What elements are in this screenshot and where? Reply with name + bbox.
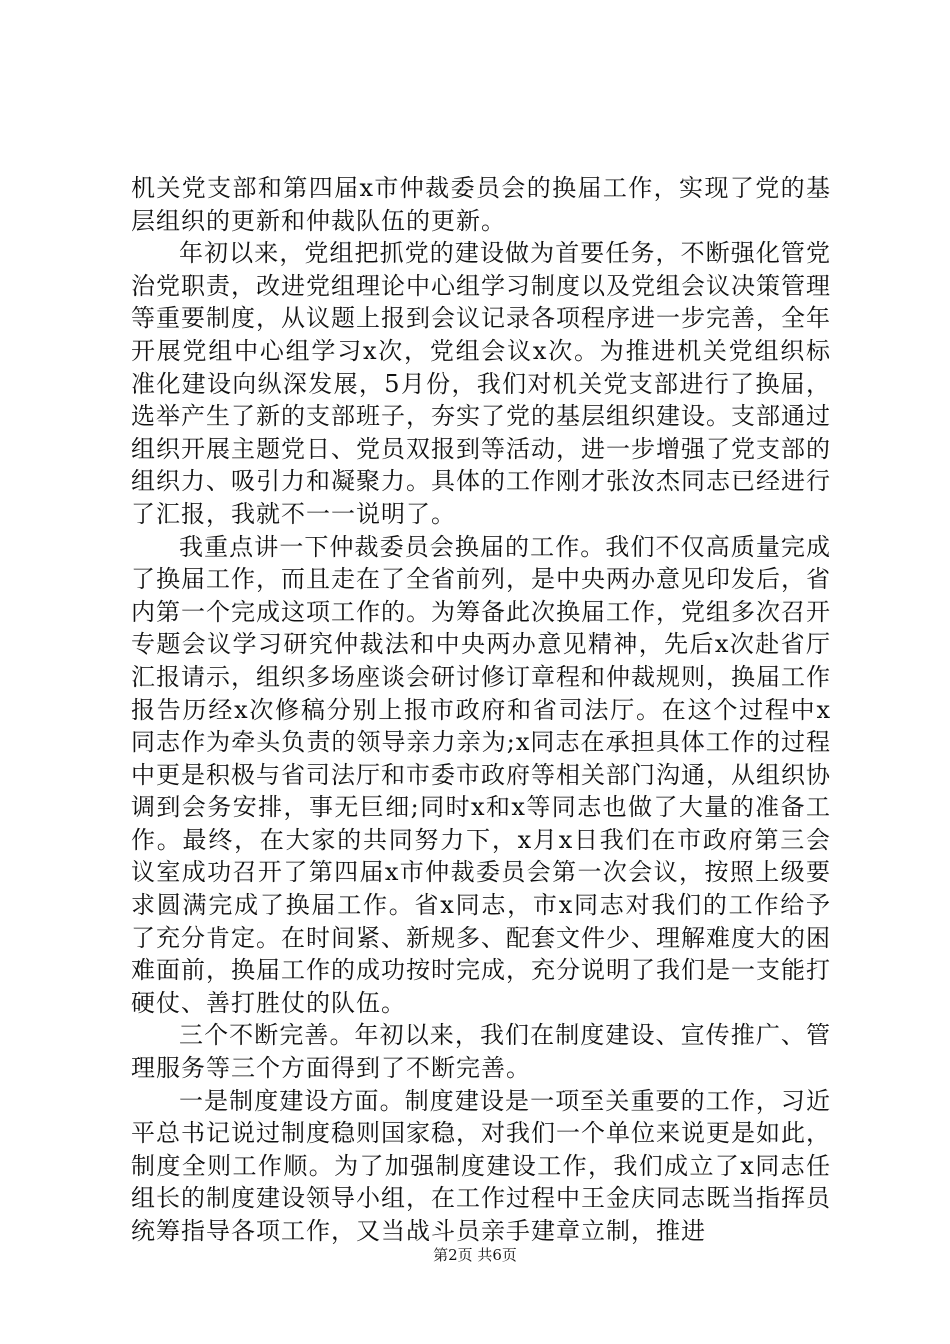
paragraph-5: 一是制度建设方面。制度建设是一项至关重要的工作，习近平总书记说过制度稳则国家稳，对我们一个单位来说更是如此，制度全则工作顺。为了加强制度建设工作，我们成立了x同志任组长的制度建设领导小组，在工作过程中王金庆同志既当指挥员统筹指导各项工作，又当战斗员亲手建章立制，推进: [131, 1086, 831, 1245]
document-body: [131, 172, 831, 1248]
paragraph-4: 三个不断完善。年初以来，我们在制度建设、宣传推广、管理服务等三个方面得到了不断完善。: [131, 1021, 831, 1083]
paragraph-1: 机关党支部和第四届x市仲裁委员会的换届工作，实现了党的基层组织的更新和仲裁队伍的更新。: [131, 174, 831, 235]
paragraph-3: 我重点讲一下仲裁委员会换届的工作。我们不仅高质量完成了换届工作，而且走在了全省前列，是中央两办意见印发后，省内第一个完成这项工作的。为筹备此次换届工作，党组多次召开专题会议学习研究仲裁法和中央两办意见精神，先后x次赴省厅汇报请示，组织多场座谈会研讨修订章程和仲裁规则，换届工作报告历经x次修稿分别上报市政府和省司法厅。在这个过程中x同志作为牵头负责的领导亲力亲为;x同志在承担具体工作的过程中更是积极与省司法厅和市委市政府等相关部门沟通，从组织协调到会务安排，事无巨细;同时x和x等同志也做了大量的准备工作。最终，在大家的共同努力下，x月x日我们在市政府第三会议室成功召开了第四届x市仲裁委员会第一次会议，按照上级要求圆满完成了换届工作。省x同志，市x同志对我们的工作给予了充分肯定。在时间紧、新规多、配套文件少、理解难度大的困难面前，换届工作的成功按时完成，充分说明了我们是一支能打硬仗、善打胜仗的队伍。: [131, 532, 831, 1017]
paragraph-2: 年初以来，党组把抓党的建设做为首要任务，不断强化管党治党职责，改进党组理论中心组学习制度以及党组会议决策管理等重要制度，从议题上报到会议记录各项程序进一步完善，全年开展党组中心组学习x次，党组会议x次。为推进机关党组织标准化建设向纵深发展，5月份，我们对机关党支部进行了换届，选举产生了新的支部班子，夯实了党的基层组织建设。支部通过组织开展主题党日、党员双报到等活动，进一步增强了党支部的组织力、吸引力和凝聚力。具体的工作刚才张汝杰同志已经进行了汇报，我就不一一说明了。: [131, 239, 831, 528]
page-footer: 第2页 共6页: [433, 1246, 517, 1264]
